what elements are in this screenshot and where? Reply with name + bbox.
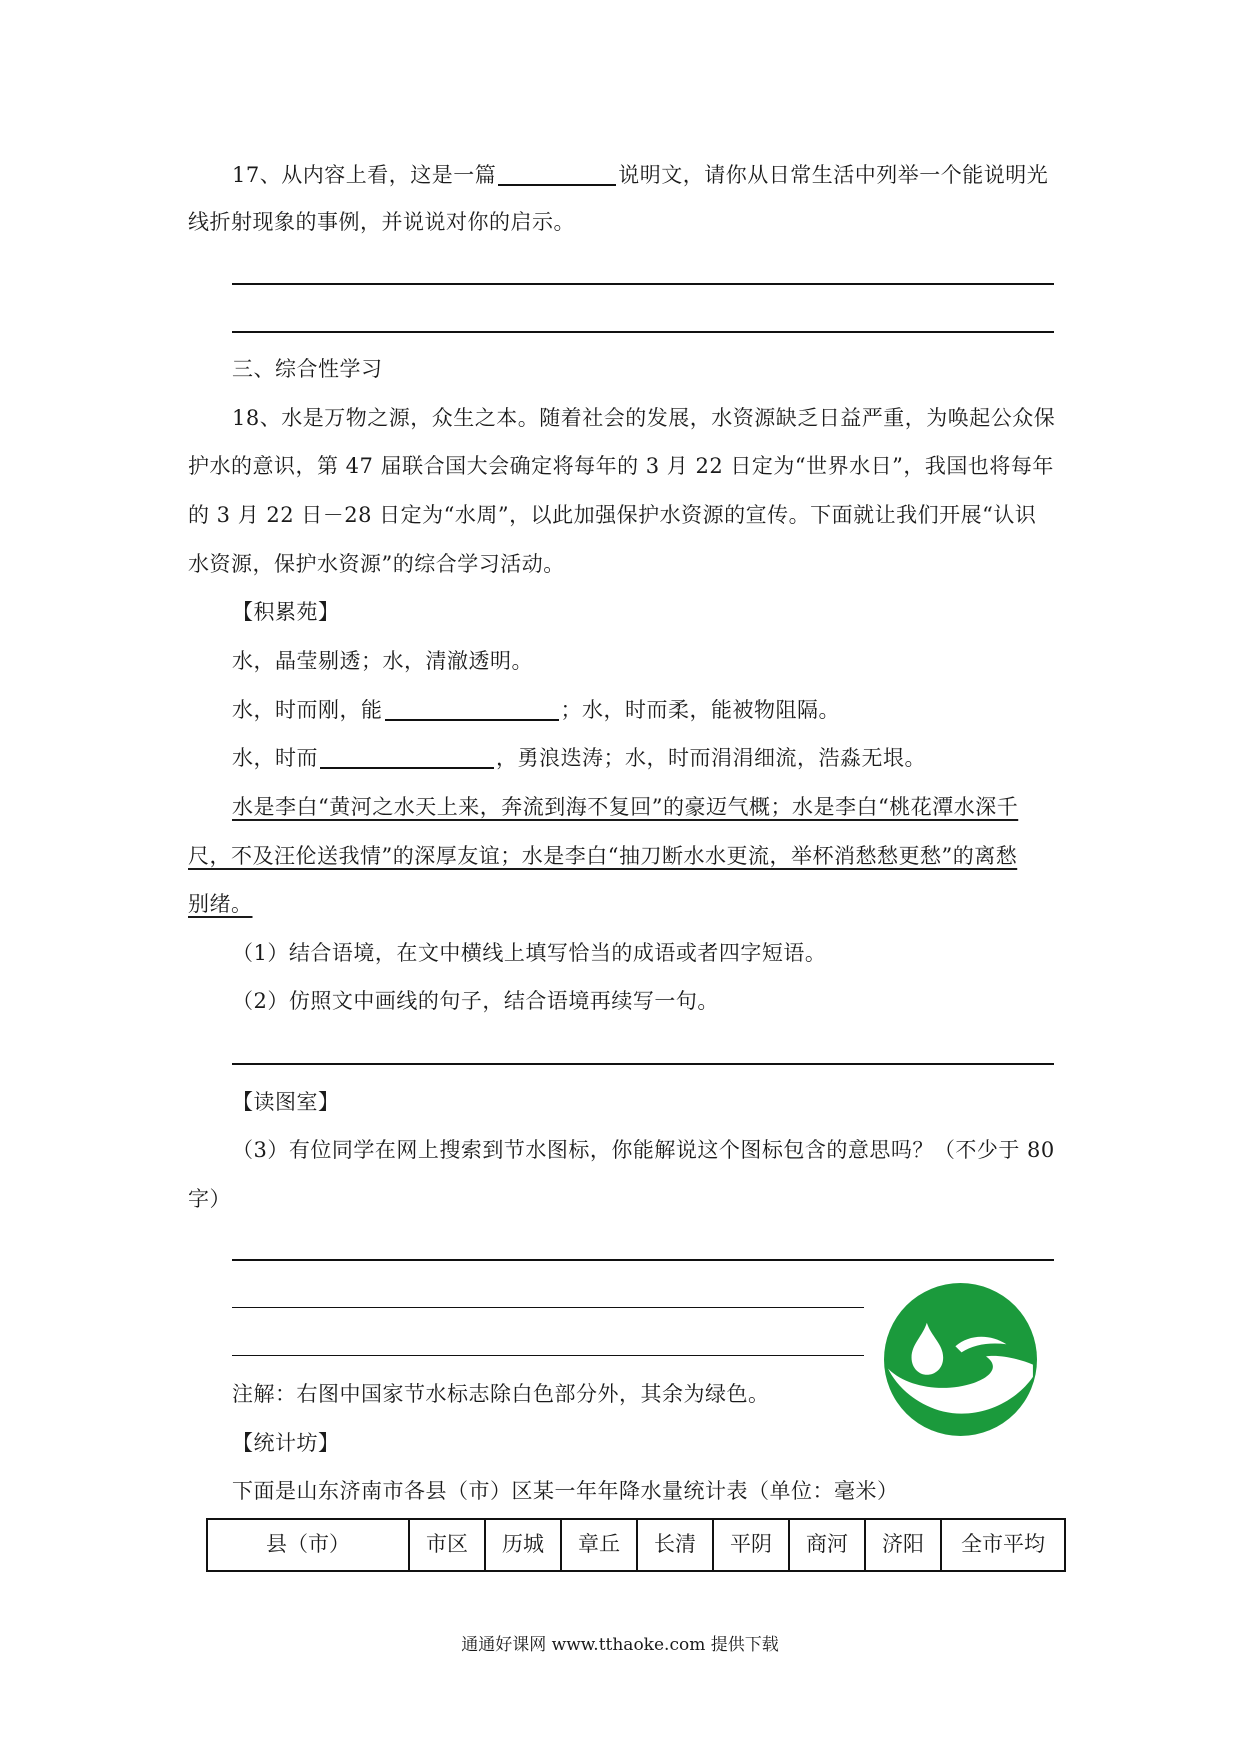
table-header-cell: 县（市） <box>207 1519 409 1571</box>
tongji-heading: 【统计坊】 <box>232 1431 340 1455</box>
fill-blank-1[interactable] <box>385 697 559 721</box>
table-header-cell: 章丘 <box>561 1519 637 1571</box>
jilei-sentence-2: 水，时而刚，能 ；水，时而柔，能被物阻隔。 <box>232 698 840 722</box>
jilei-heading: 【积累苑】 <box>232 600 340 624</box>
answer-line[interactable] <box>232 1355 864 1356</box>
fill-blank-2[interactable] <box>320 745 494 769</box>
table-header-cell: 平阴 <box>713 1519 789 1571</box>
section-heading: 三、综合性学习 <box>232 357 383 381</box>
underlined-sentence-1: 水是李白“黄河之水天上来，奔流到海不复回”的豪迈气概；水是李白“桃花潭水深千 <box>232 795 1019 819</box>
page-footer: 通通好课网 www.tthaoke.com 提供下载 <box>461 1635 779 1655</box>
q17-line1: 17、从内容上看，这是一篇 说明文，请你从日常生活中列举一个能说明光 <box>232 163 1049 187</box>
underlined-sentence-2: 尺，不及汪伦送我情”的深厚友谊；水是李白“抽刀断水水更流，举杯消愁愁更愁”的离愁 <box>188 844 1018 868</box>
table-header-cell: 商河 <box>789 1519 865 1571</box>
task-2: （2）仿照文中画线的句子，结合语境再续写一句。 <box>232 989 719 1013</box>
q3-line2: 字） <box>188 1187 231 1211</box>
underlined-sentence-3: 别绪。 <box>188 892 253 916</box>
logo-note: 注解：右图中国家节水标志除白色部分外，其余为绿色。 <box>232 1382 770 1406</box>
q18-line4: 水资源，保护水资源”的综合学习活动。 <box>188 552 565 576</box>
task-1: （1）结合语境，在文中横线上填写恰当的成语或者四字短语。 <box>232 941 827 965</box>
rainfall-table <box>206 1518 1066 1572</box>
table-header-cell: 历城 <box>485 1519 561 1571</box>
water-saving-logo-icon <box>884 1283 1037 1436</box>
answer-line[interactable] <box>232 1307 864 1308</box>
q17-answer-blank[interactable] <box>498 162 616 186</box>
table-header-cell: 济阳 <box>865 1519 941 1571</box>
table-intro: 下面是山东济南市各县（市）区某一年年降水量统计表（单位：毫米） <box>232 1479 899 1503</box>
q3-line1: （3）有位同学在网上搜索到节水图标，你能解说这个图标包含的意思吗？（不少于 80 <box>232 1138 1055 1162</box>
q18-line1: 18、水是万物之源，众生之本。随着社会的发展，水资源缺乏日益严重，为唤起公众保 <box>232 406 1056 430</box>
answer-line[interactable] <box>232 1063 1054 1065</box>
q18-line3: 的 3 月 22 日－28 日定为“水周”，以此加强保护水资源的宣传。下面就让我们开展“认识 <box>188 503 1037 527</box>
jilei-sentence-1: 水，晶莹剔透；水，清澈透明。 <box>232 649 533 673</box>
table-header-cell: 市区 <box>409 1519 485 1571</box>
jilei-sentence-3: 水，时而 ，勇浪迭涛；水，时而涓涓细流，浩淼无垠。 <box>232 746 926 770</box>
answer-line[interactable] <box>232 1259 1054 1261</box>
q18-line2: 护水的意识，第 47 届联合国大会确定将每年的 3 月 22 日定为“世界水日”，我国也将每年 <box>188 454 1054 478</box>
dutu-heading: 【读图室】 <box>232 1090 340 1114</box>
table-header-cell: 全市平均 <box>941 1519 1065 1571</box>
answer-line[interactable] <box>232 283 1054 285</box>
table-header-cell: 长清 <box>637 1519 713 1571</box>
answer-line[interactable] <box>232 331 1054 333</box>
table-header-row <box>207 1519 1065 1571</box>
q17-line2: 线折射现象的事例，并说说对你的启示。 <box>188 210 575 234</box>
